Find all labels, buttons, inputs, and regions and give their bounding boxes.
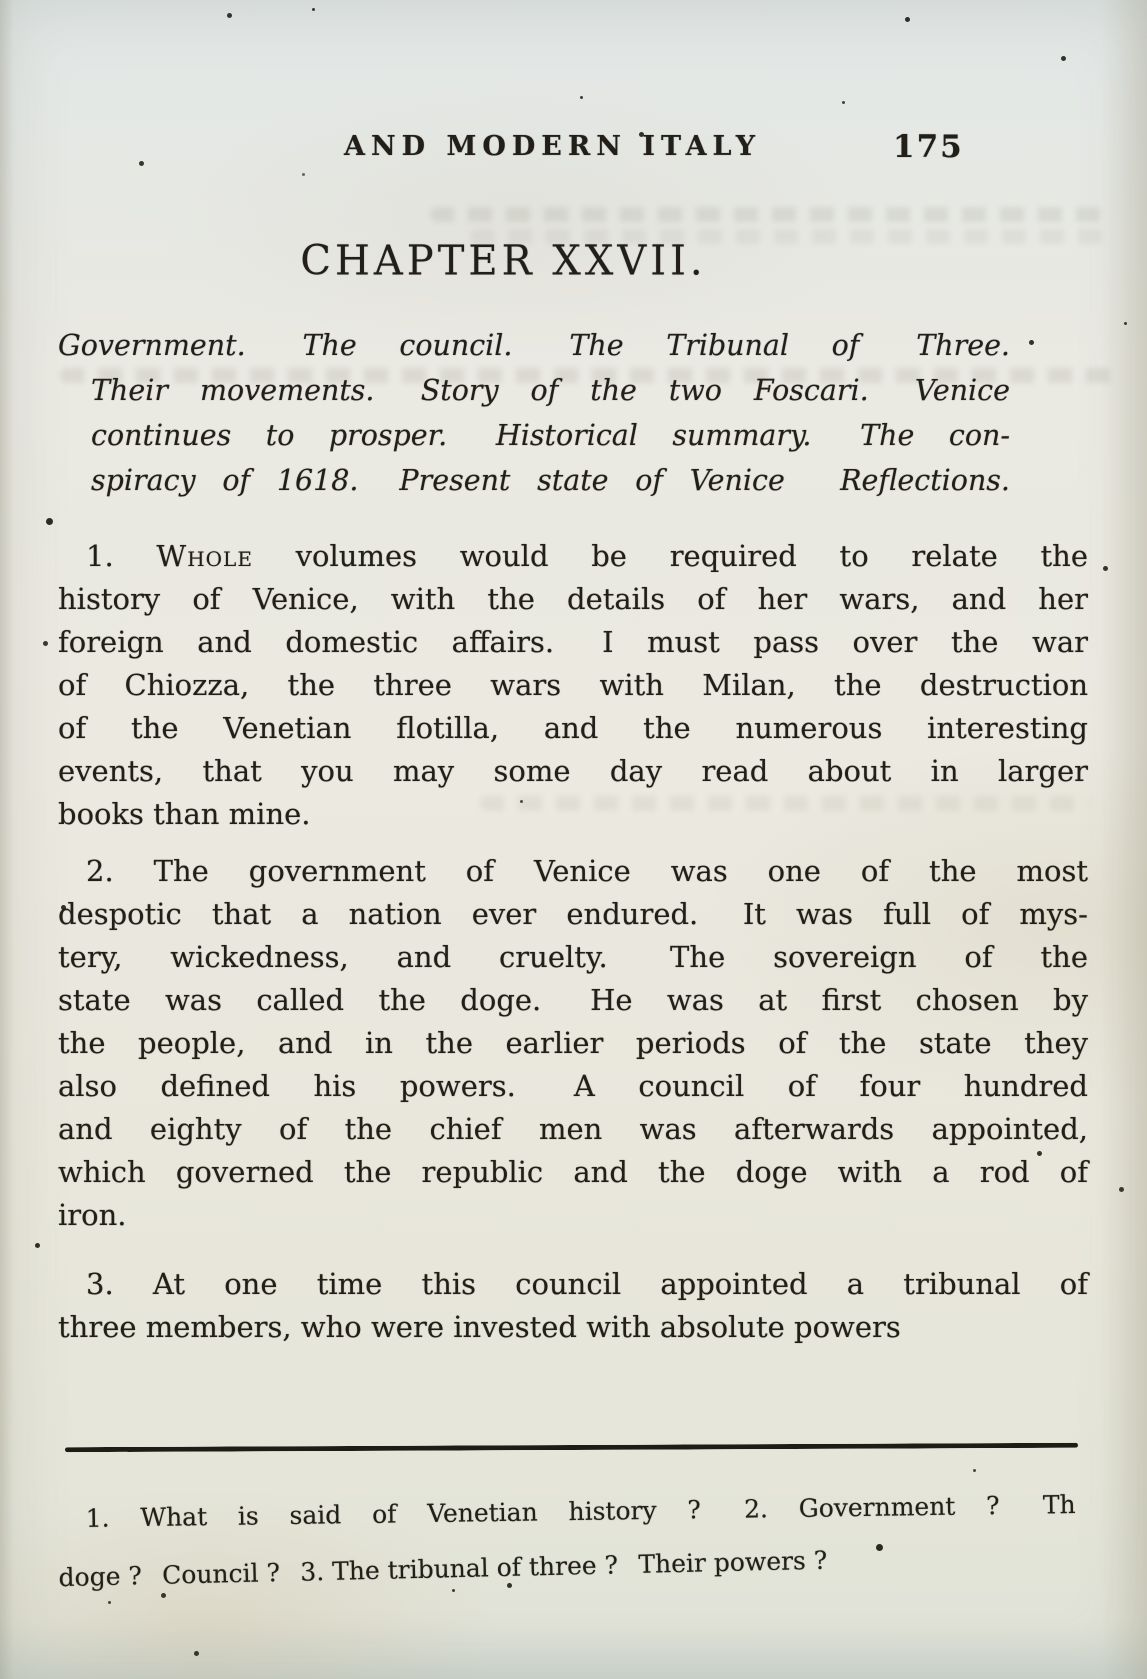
paragraph-3 xyxy=(58,1263,1088,1349)
footnote-line: 1. What is said of Venetian history ? 2. Government ? Th xyxy=(85,1490,1076,1533)
line-text: volumes would be required to relate the xyxy=(252,539,1088,573)
running-title: AND MODERN ITALY xyxy=(344,131,762,162)
synopsis-line: continues to prosper. Historical summary. The con- xyxy=(91,419,1010,452)
page-header xyxy=(0,129,1147,165)
paragraph-1 xyxy=(58,535,1088,836)
body-line: of the Venetian flotilla, and the numerous interesting xyxy=(58,711,1088,745)
body-line: history of Venice, with the details of her wars, and her xyxy=(58,582,1088,616)
body-text xyxy=(58,535,1088,1349)
body-line: foreign and domestic affairs. I must pass over the war xyxy=(58,625,1088,659)
synopsis-line: spiracy of 1618. Present state of Venice Reflections. xyxy=(91,464,1010,497)
footnote-line: doge ? Council ? 3. The tribunal of three ? Their powers ? xyxy=(58,1545,828,1593)
chapter-synopsis xyxy=(58,323,1010,503)
paper-ink-specks xyxy=(0,0,3,3)
synopsis-line: Government. The council. The Tribunal of Three. xyxy=(58,329,1010,362)
body-line: 3. At one time this council appointed a tribunal of xyxy=(86,1267,1088,1301)
body-line: and eighty of the chief men was afterwards appointed, xyxy=(58,1112,1088,1146)
body-line xyxy=(58,535,1088,578)
body-line: 2. The government of Venice was one of the most xyxy=(86,854,1088,888)
body-line: despotic that a nation ever endured. It was full of mys- xyxy=(58,897,1088,931)
footnote-rule xyxy=(65,1443,1078,1452)
body-line: events, that you may some day read about in larger xyxy=(58,754,1088,788)
show-through-band xyxy=(430,207,1110,222)
body-line: which governed the republic and the doge with a rod of xyxy=(58,1155,1088,1189)
body-line: three members, who were invested with absolute powers xyxy=(58,1310,901,1344)
body-line: also defined his powers. A council of four hundred xyxy=(58,1069,1088,1103)
page-number: 175 xyxy=(893,129,964,165)
body-line: of Chiozza, the three wars with Milan, the destruction xyxy=(58,668,1088,702)
body-line: iron. xyxy=(58,1198,127,1232)
smallcaps-word: Whole xyxy=(156,539,253,573)
paragraph-2 xyxy=(58,850,1088,1237)
chapter-heading: CHAPTER XXVII. xyxy=(300,237,707,285)
body-line: books than mine. xyxy=(58,797,311,831)
para-number: 1. xyxy=(86,539,157,573)
body-line: the people, and in the earlier periods of the state they xyxy=(58,1026,1088,1060)
body-line: tery, wickedness, and cruelty. The sovereign of the xyxy=(58,940,1088,974)
text-column xyxy=(58,323,1090,1593)
synopsis-line: Their movements. Story of the two Foscari. Venice xyxy=(91,374,1010,407)
body-line: state was called the doge. He was at first chosen by xyxy=(58,983,1088,1017)
footnote-questions xyxy=(57,1480,1076,1594)
